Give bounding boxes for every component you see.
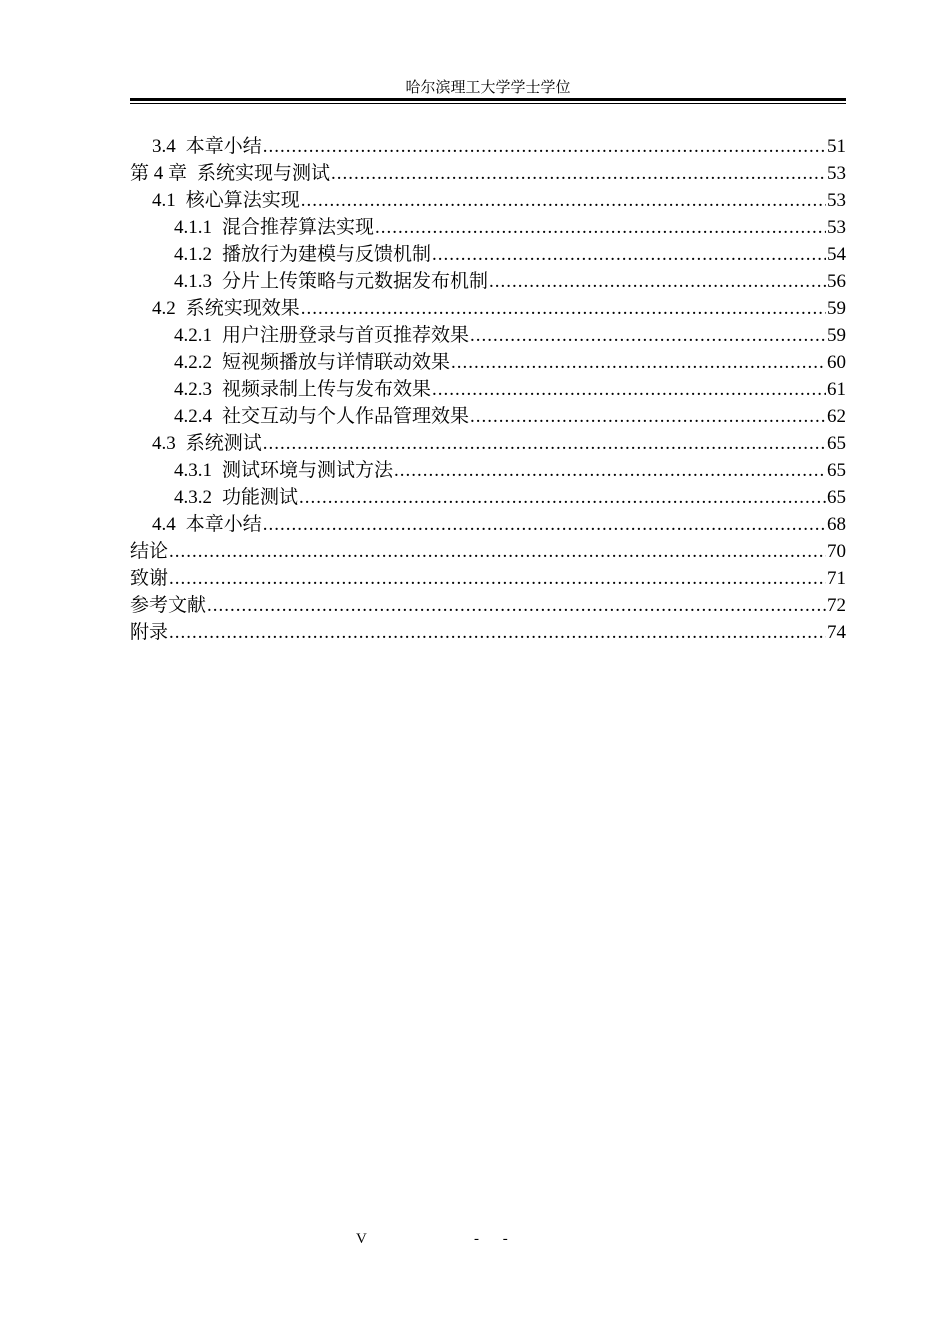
toc-entry-number: 4.3.2 (174, 487, 212, 508)
toc-entry-page: 59 (827, 325, 846, 346)
toc-entry-number: 3.4 (152, 136, 176, 157)
toc-entry-page: 53 (827, 190, 846, 211)
toc-entry-number: 4.4 (152, 514, 176, 535)
toc-entry-title: 附录 (130, 622, 169, 643)
toc-entry[interactable] (130, 241, 846, 268)
toc-entry-number: 4.1.2 (174, 244, 212, 265)
footer-page-number: V (356, 1231, 367, 1247)
toc-entry-page: 54 (827, 244, 846, 265)
toc-entry[interactable] (130, 538, 846, 565)
toc-entry-page: 65 (827, 487, 846, 508)
toc-entry[interactable] (130, 214, 846, 241)
toc-entry-title: 参考文献 (130, 595, 207, 616)
toc-leader-dots (301, 187, 826, 214)
toc-leader-dots (470, 322, 826, 349)
toc-entry-title: 结论 (130, 541, 169, 562)
toc-entry-title: 混合推荐算法实现 (222, 217, 375, 238)
toc-leader-dots (394, 457, 826, 484)
toc-entry-title: 视频录制上传与发布效果 (222, 379, 432, 400)
table-of-contents (130, 133, 846, 646)
toc-entry[interactable] (130, 133, 846, 160)
toc-entry-number: 4.3.1 (174, 460, 212, 481)
toc-entry-title: 用户注册登录与首页推荐效果 (222, 325, 470, 346)
toc-entry-page: 53 (827, 163, 846, 184)
toc-entry-title: 功能测试 (222, 487, 299, 508)
toc-entry[interactable] (130, 592, 846, 619)
toc-entry[interactable] (130, 403, 846, 430)
toc-entry[interactable] (130, 511, 846, 538)
toc-entry-title: 系统实现效果 (185, 298, 300, 319)
toc-entry-title: 本章小结 (185, 136, 262, 157)
toc-entry[interactable] (130, 457, 846, 484)
toc-entry[interactable] (130, 295, 846, 322)
toc-entry-number: 第 4 章 (130, 163, 188, 184)
toc-leader-dots (299, 484, 826, 511)
toc-leader-dots (331, 160, 826, 187)
toc-leader-dots (432, 376, 826, 403)
toc-leader-dots (301, 295, 826, 322)
toc-entry-number: 4.2.4 (174, 406, 212, 427)
toc-entry[interactable] (130, 376, 846, 403)
toc-entry-page: 74 (827, 622, 846, 643)
header-title: 哈尔滨理工大学学士学位 (405, 80, 571, 96)
toc-leader-dots (169, 538, 826, 565)
toc-leader-dots (470, 403, 826, 430)
toc-leader-dots (375, 214, 826, 241)
toc-entry-number: 4.2.3 (174, 379, 212, 400)
toc-entry[interactable] (130, 160, 846, 187)
footer-dashes: - - (474, 1231, 518, 1247)
toc-entry-page: 56 (827, 271, 846, 292)
toc-entry-title: 核心算法实现 (185, 190, 300, 211)
toc-entry[interactable] (130, 187, 846, 214)
toc-leader-dots (207, 592, 826, 619)
toc-leader-dots (263, 133, 826, 160)
toc-entry-title: 系统实现与测试 (197, 163, 331, 184)
toc-entry[interactable] (130, 484, 846, 511)
toc-entry-page: 60 (827, 352, 846, 373)
toc-leader-dots (489, 268, 826, 295)
toc-leader-dots (432, 241, 826, 268)
toc-entry-page: 59 (827, 298, 846, 319)
toc-entry-page: 65 (827, 433, 846, 454)
toc-entry-title: 测试环境与测试方法 (222, 460, 394, 481)
toc-entry-page: 53 (827, 217, 846, 238)
toc-entry-title: 短视频播放与详情联动效果 (222, 352, 451, 373)
toc-entry[interactable] (130, 268, 846, 295)
toc-entry-title: 系统测试 (185, 433, 262, 454)
toc-entry-page: 61 (827, 379, 846, 400)
toc-entry-title: 本章小结 (185, 514, 262, 535)
toc-leader-dots (169, 565, 826, 592)
toc-entry-page: 65 (827, 460, 846, 481)
toc-entry-page: 72 (827, 595, 846, 616)
toc-entry[interactable] (130, 430, 846, 457)
toc-entry[interactable] (130, 565, 846, 592)
toc-entry-number: 4.3 (152, 433, 176, 454)
toc-leader-dots (263, 511, 826, 538)
toc-leader-dots (263, 430, 826, 457)
toc-entry-number: 4.1.1 (174, 217, 212, 238)
toc-entry[interactable] (130, 322, 846, 349)
toc-entry-page: 70 (827, 541, 846, 562)
header-rule-thick (130, 98, 846, 101)
toc-entry-number: 4.2.1 (174, 325, 212, 346)
toc-entry-page: 62 (827, 406, 846, 427)
toc-entry-page: 68 (827, 514, 846, 535)
toc-entry-page: 51 (827, 136, 846, 157)
toc-entry[interactable] (130, 349, 846, 376)
header-rule-thin (130, 103, 846, 104)
toc-entry-title: 致谢 (130, 568, 169, 589)
toc-entry-number: 4.2.2 (174, 352, 212, 373)
toc-entry[interactable] (130, 619, 846, 646)
page-footer (0, 1231, 950, 1251)
toc-entry-page: 71 (827, 568, 846, 589)
toc-leader-dots (451, 349, 826, 376)
toc-entry-number: 4.1.3 (174, 271, 212, 292)
toc-entry-number: 4.1 (152, 190, 176, 211)
toc-entry-number: 4.2 (152, 298, 176, 319)
toc-entry-title: 社交互动与个人作品管理效果 (222, 406, 470, 427)
toc-leader-dots (169, 619, 826, 646)
toc-entry-title: 分片上传策略与元数据发布机制 (222, 271, 489, 292)
toc-entry-title: 播放行为建模与反馈机制 (222, 244, 432, 265)
